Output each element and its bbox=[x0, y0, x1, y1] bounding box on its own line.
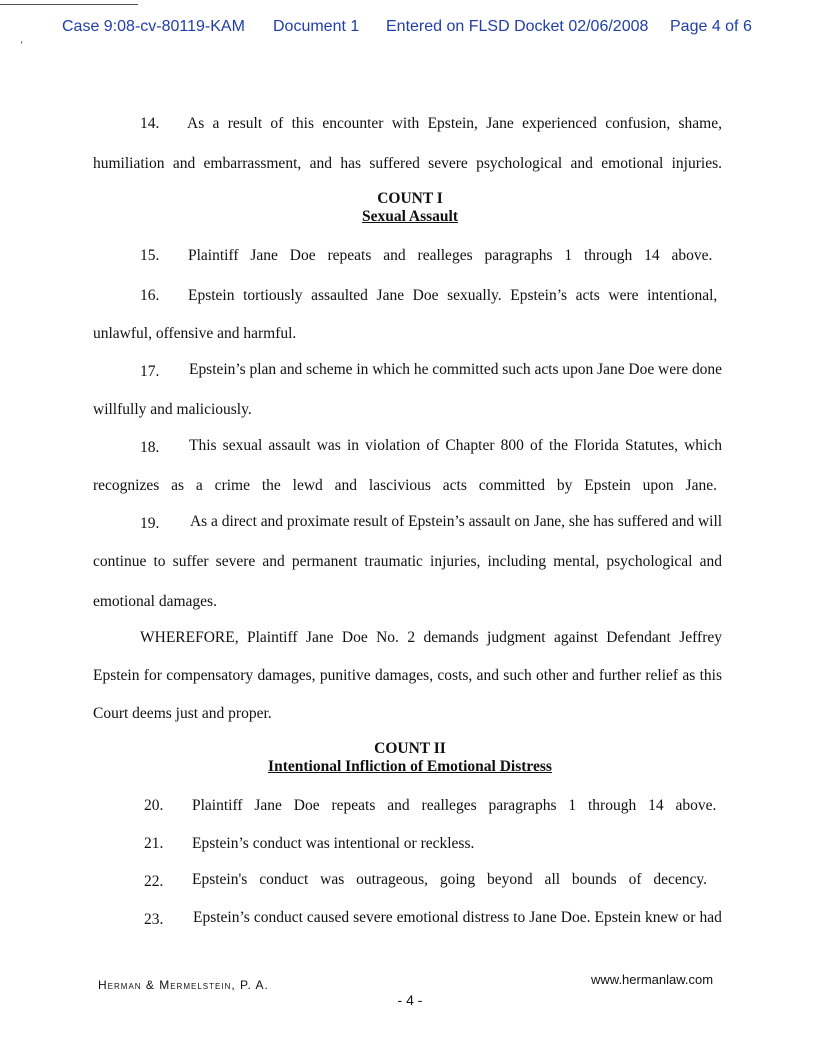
count-2-subtitle-text: Intentional Infliction of Emotional Distress bbox=[268, 758, 552, 775]
para-19-line1: As a direct and proximate result of Epstein’s assault on Jane, she has suffered and will bbox=[190, 513, 722, 530]
para-15-line1: Plaintiff Jane Doe repeats and realleges paragraphs 1 through 14 above. bbox=[188, 247, 713, 264]
para-18-num: 18. bbox=[140, 439, 160, 456]
margin-mark: ʻ bbox=[20, 40, 24, 51]
para-14-line2: humiliation and embarrassment, and has suffered severe psychological and emotional injuries. bbox=[93, 155, 722, 172]
document-number: Document 1 bbox=[273, 18, 360, 35]
wherefore-line2: Epstein for compensatory damages, punitive damages, costs, and such other and further relief as this bbox=[93, 667, 722, 684]
count-2-subtitle bbox=[0, 758, 820, 776]
page-number: - 4 - bbox=[397, 992, 423, 1008]
para-14-num: 14. bbox=[140, 115, 160, 132]
para-21-num: 21. bbox=[144, 835, 164, 852]
para-23-line1: Epstein’s conduct caused severe emotional distress to Jane Doe. Epstein knew or had bbox=[193, 909, 722, 926]
count-1-title: COUNT I bbox=[377, 190, 443, 207]
wherefore-line1: WHEREFORE, Plaintiff Jane Doe No. 2 demands judgment against Defendant Jeffrey bbox=[140, 629, 722, 646]
para-20-line1: Plaintiff Jane Doe repeats and realleges paragraphs 1 through 14 above. bbox=[192, 797, 717, 814]
footer-firm-name: Herman & Mermelstein, P. A. bbox=[98, 978, 269, 992]
para-19-line2: continue to suffer severe and permanent traumatic injuries, including mental, psychological and bbox=[93, 553, 722, 570]
count-2-title: COUNT II bbox=[374, 740, 446, 757]
para-23-num: 23. bbox=[144, 911, 164, 928]
para-19-num: 19. bbox=[140, 515, 160, 532]
para-17-num: 17. bbox=[140, 363, 160, 380]
top-rule bbox=[0, 4, 138, 5]
para-16-line2: unlawful, offensive and harmful. bbox=[93, 325, 297, 342]
footer-website: www.hermanlaw.com bbox=[591, 972, 714, 987]
para-15-num: 15. bbox=[140, 247, 160, 264]
count-1-subtitle-text: Sexual Assault bbox=[361, 208, 459, 225]
para-22-num: 22. bbox=[144, 873, 164, 890]
para-16-line1: Epstein tortiously assaulted Jane Doe sexually. Epstein’s acts were intentional, bbox=[188, 287, 718, 304]
para-21-line1: Epstein’s conduct was intentional or reckless. bbox=[192, 835, 475, 852]
para-19-line3: emotional damages. bbox=[93, 593, 217, 610]
case-number: Case 9:08-cv-80119-KAM bbox=[62, 18, 245, 35]
para-22-line1: Epstein's conduct was outrageous, going beyond all bounds of decency. bbox=[192, 871, 708, 888]
page-count: Page 4 of 6 bbox=[670, 18, 752, 35]
count-1-subtitle bbox=[0, 208, 820, 226]
para-17-line2: willfully and maliciously. bbox=[93, 401, 252, 418]
para-14-line1: As a result of this encounter with Epstein, Jane experienced confusion, shame, bbox=[187, 115, 722, 132]
para-18-line2: recognizes as a crime the lewd and lascivious acts committed by Epstein upon Jane. bbox=[93, 477, 717, 494]
para-16-num: 16. bbox=[140, 287, 160, 304]
entered-date: Entered on FLSD Docket 02/06/2008 bbox=[386, 18, 649, 35]
para-18-line1: This sexual assault was in violation of Chapter 800 of the Florida Statutes, which bbox=[189, 437, 722, 454]
para-17-line1: Epstein’s plan and scheme in which he committed such acts upon Jane Doe were done bbox=[189, 361, 722, 378]
wherefore-line3: Court deems just and proper. bbox=[93, 705, 272, 722]
para-20-num: 20. bbox=[144, 797, 164, 814]
